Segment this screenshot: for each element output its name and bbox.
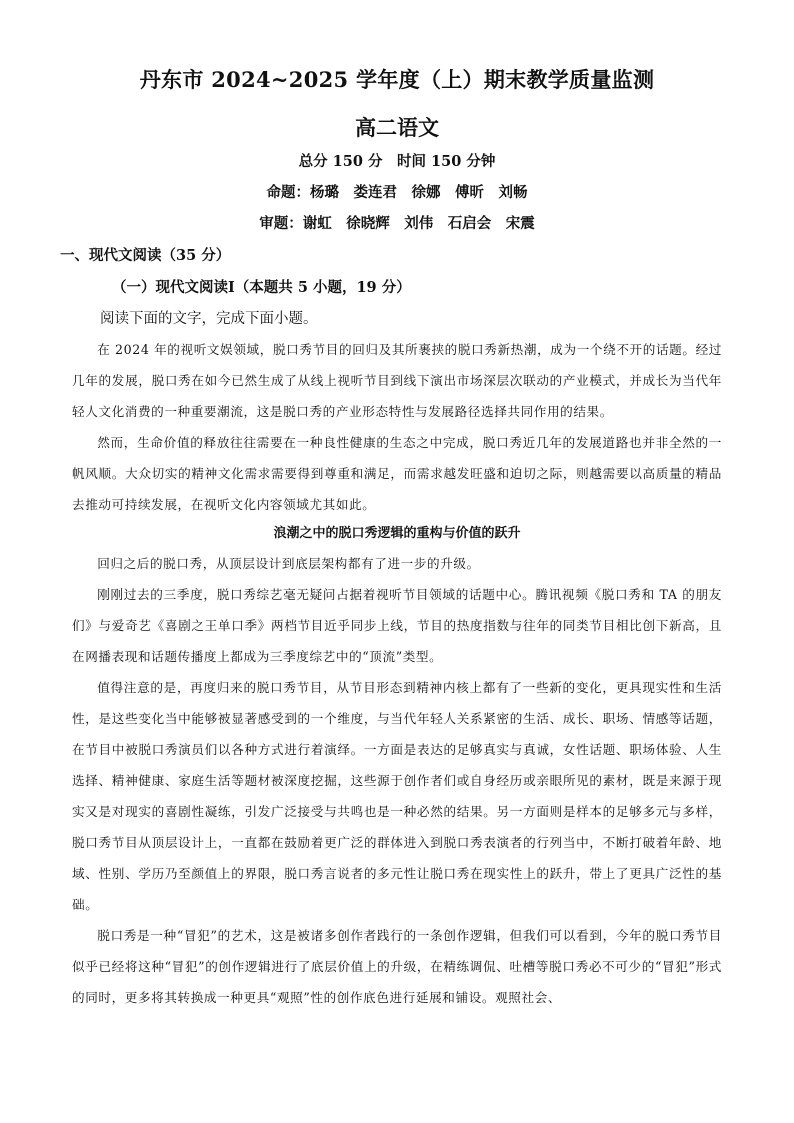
exam-title: 丹东市 2024~2025 学年度（上）期末教学质量监测 (139, 67, 655, 92)
score-time-line: 总分 150 分 时间 150 分钟 (298, 153, 496, 170)
subsection-heading: （一）现代文阅读Ⅰ（本题共 5 小题，19 分） (112, 279, 411, 296)
section-heading: 一、现代文阅读（35 分） (60, 247, 231, 264)
paragraph: 在 2024 年的视听文娱领域，脱口秀节目的回归及其所裹挟的脱口秀新热潮，成为一个绕不开的话题。经过几年的发展，脱口秀在如今已然生成了从线上视听节目到线下演出市场深层次联动的产业模式，并成长为当代年轻人文化消费的一种重要潮流，这是脱口秀的产业形态特性与发展路径选择共同作用的结果。 (72, 342, 722, 419)
paragraph: 脱口秀是一种“冒犯”的艺术，这是被诸多创作者践行的一条创作逻辑，但我们可以看到，今年的脱口秀节目似乎已经将这种“冒犯”的创作逻辑进行了底层价值上的升级，在精练调侃、吐槽等脱口秀必不可少的“冒犯”形式的同时，更多将其转换成一种更具“观照”性的创作底色进行延展和铺设。观照社会、 (72, 928, 722, 1005)
paragraph: 回归之后的脱口秀，从顶层设计到底层架构都有了进一步的升级。 (97, 556, 480, 571)
reading-instruction: 阅读下面的文字，完成下面小题。 (100, 311, 318, 327)
article-title: 浪潮之中的脱口秀逻辑的重构与价值的跃升 (273, 526, 521, 541)
paragraph: 然而，生命价值的释放往往需要在一种良性健康的生态之中完成，脱口秀近几年的发展道路也并非全然的一帆风顺。大众切实的精神文化需求需要得到尊重和满足，而需求越发旺盛和迫切之际，则越需要以高质量的精品去推动可持续发展，在视听文化内容领域尤其如此。 (72, 435, 722, 512)
article-text (72, 548, 722, 1013)
paragraph: 值得注意的是，再度归来的脱口秀节目，从节目形态到精神内核上都有了一些新的变化，更具现实性和生活性，是这些变化当中能够被显著感受到的一个维度，与当代年轻人关系紧密的生活、成长、职场、情感等话题，在节目中被脱口秀演员们以各种方式进行着演绎。一方面是表达的足够真实与真诚，女性话题、职场体验、人生选择、精神健康、家庭生活等题材被深度挖掘，这些源于创作者们或自身经历或亲眼所见的素材，既是来源于现实又是对现实的喜剧性凝练，引发广泛接受与共鸣也是一种必然的结果。另一方面则是样本的足够多元与多样，脱口秀节目从顶层设计上，一直都在鼓励着更广泛的群体进入到脱口秀表演者的行列当中，不断打破着年龄、地域、性别、学历乃至颜值上的界限，脱口秀言说者的多元性让脱口秀在现实性上的跃升，带上了更具广泛性的基础。 (72, 680, 722, 912)
reviewers-line: 审题：谢虹 徐晓辉 刘伟 石启会 宋震 (259, 215, 535, 232)
intro-text (72, 334, 722, 520)
paragraph: 刚刚过去的三季度，脱口秀综艺毫无疑问占据着视听节目领域的话题中心。腾讯视频《脱口秀和 TA 的朋友们》与爱奇艺《喜剧之王单口季》两档节目近乎同步上线，节目的热度指数与往年的同类节目相比创下新高，且在网播表现和话题传播度上都成为三季度综艺中的“顶流”类型。 (72, 587, 722, 664)
setters-line: 命题：杨璐 娄连君 徐娜 傅昕 刘畅 (266, 184, 528, 201)
subject-title: 高二语文 (355, 115, 439, 140)
